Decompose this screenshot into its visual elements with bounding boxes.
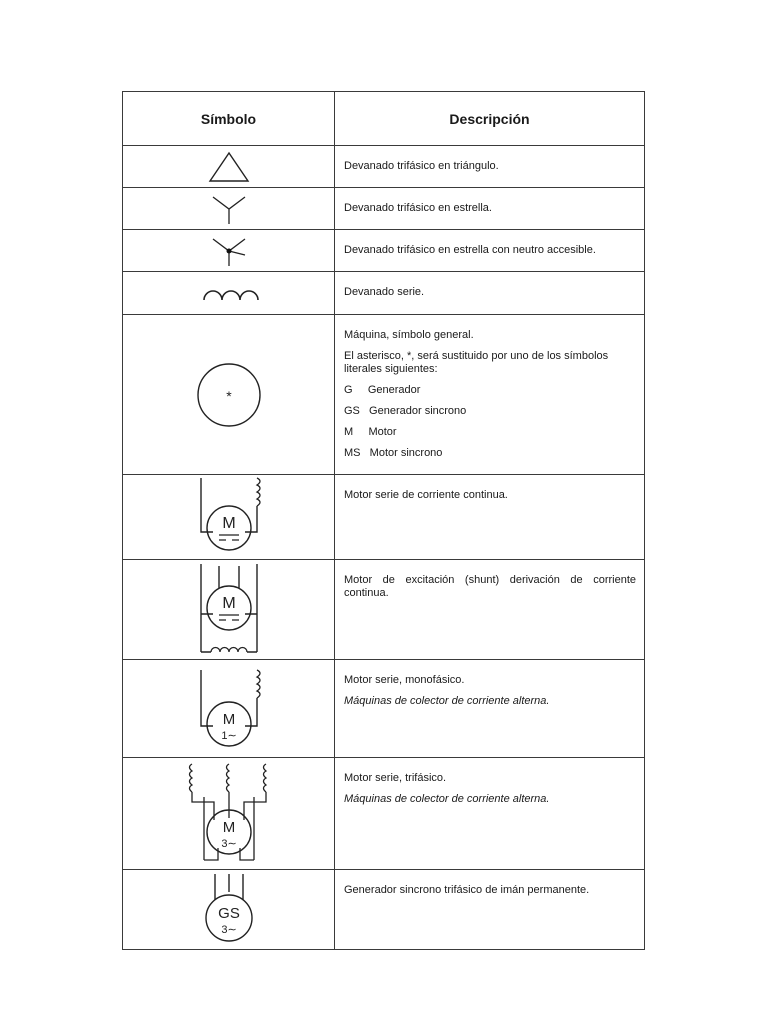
symbol-cell — [123, 475, 335, 560]
table-row — [123, 146, 645, 188]
symbol-cell — [123, 146, 335, 188]
single-phase-series-motor-symbol — [179, 668, 279, 750]
table-row — [123, 660, 645, 758]
description-text: Devanado trifásico en estrella con neutro accesible. — [344, 244, 596, 256]
description-cell — [335, 272, 645, 315]
table-row — [123, 188, 645, 230]
description-text: Generador sincrono trifásico de imán permanente. — [344, 884, 590, 896]
symbol-cell — [123, 188, 335, 230]
three-phase-series-motor-symbol — [174, 762, 284, 866]
description-column-header: Descripción — [335, 92, 645, 146]
description-text: Devanado trifásico en triángulo. — [344, 160, 499, 172]
description-cell — [335, 188, 645, 230]
legend-item: MS Motor sincrono — [344, 447, 443, 459]
description-cell — [335, 230, 645, 272]
description-cell — [335, 560, 645, 660]
table-row — [123, 475, 645, 560]
description-text: Máquina, símbolo general. — [344, 329, 474, 341]
permanent-magnet-synchronous-generator-symbol — [179, 872, 279, 948]
description-cell — [335, 660, 645, 758]
table-header-row — [123, 92, 645, 146]
symbol-cell — [123, 272, 335, 315]
symbol-cell — [123, 315, 335, 475]
star-winding-symbol — [199, 191, 259, 227]
symbol-cell — [123, 870, 335, 950]
description-text: El asterisco, *, será sustituido por uno de los símbolos literales siguientes: — [344, 350, 609, 375]
description-cell — [335, 475, 645, 560]
series-winding-symbol — [194, 278, 264, 308]
symbol-label: M — [222, 818, 235, 836]
description-cell — [335, 146, 645, 188]
dc-shunt-motor-symbol — [179, 562, 279, 658]
description-cell — [335, 758, 645, 870]
symbol-column-header: Símbolo — [123, 92, 335, 146]
symbol-cell — [123, 758, 335, 870]
star-neutral-winding-symbol — [199, 233, 259, 269]
description-cell — [335, 315, 645, 475]
machine-general-symbol — [189, 355, 269, 435]
symbol-label: M — [221, 594, 236, 612]
description-text-italic: Máquinas de colector de corriente alterna. — [344, 695, 550, 707]
description-text-italic: Máquinas de colector de corriente alterna. — [344, 793, 550, 805]
symbol-label: M — [222, 710, 235, 728]
symbol-cell — [123, 660, 335, 758]
table-row — [123, 230, 645, 272]
description-text: Motor serie de corriente continua. — [344, 489, 508, 501]
table-row — [123, 272, 645, 315]
description-cell — [335, 870, 645, 950]
symbol-sublabel: 1∼ — [220, 729, 237, 742]
symbol-legend — [344, 384, 636, 460]
description-text: Motor de excitación (shunt) derivación de corriente continua. — [344, 574, 636, 599]
symbol-sublabel: 3∼ — [220, 837, 237, 850]
symbol-table — [122, 91, 645, 950]
symbol-cell — [123, 230, 335, 272]
symbol-cell — [123, 560, 335, 660]
symbol-label: GS — [217, 904, 240, 922]
legend-item: GS Generador sincrono — [344, 405, 467, 417]
symbol-label: * — [225, 387, 232, 404]
description-text: Motor serie, trifásico. — [344, 772, 447, 784]
legend-item: G Generador — [344, 384, 421, 396]
description-text: Motor serie, monofásico. — [344, 674, 465, 686]
legend-item: M Motor — [344, 426, 397, 438]
symbol-label: M — [221, 515, 236, 532]
dc-series-motor-symbol — [179, 476, 279, 558]
table-row — [123, 315, 645, 475]
triangle-winding-symbol — [199, 149, 259, 185]
symbol-sublabel: 3∼ — [220, 923, 237, 936]
table-row — [123, 560, 645, 660]
table-row — [123, 870, 645, 950]
description-text: Devanado trifásico en estrella. — [344, 202, 492, 214]
table-row — [123, 758, 645, 870]
description-text: Devanado serie. — [344, 286, 425, 298]
